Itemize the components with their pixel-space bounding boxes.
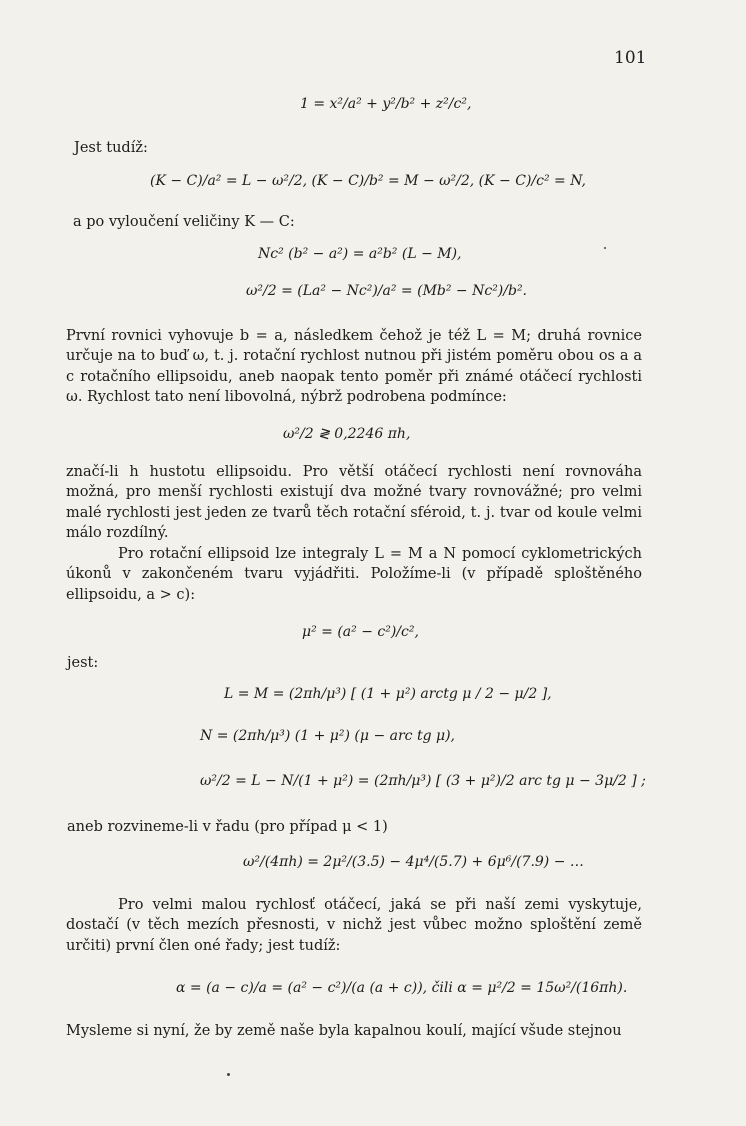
equation-omega-squared: ω²/2 = (La² − Nc²)/a² = (Mb² − Nc²)/b². [246, 283, 528, 299]
equation-series: ω²/(4πh) = 2μ²/(3.5) − 4μ⁴/(5.7) + 6μ⁶/(7.9) − … [243, 854, 584, 870]
page-number: 101 [614, 48, 647, 68]
text-jest-tudiz: Jest tudíž: [74, 140, 148, 156]
equation-alpha: α = (a − c)/a = (a² − c²)/(a (a + c)), čili α = μ²/2 = 15ω²/(16πh). [176, 980, 628, 996]
equation-omega-l-minus-n: ω²/2 = L − N/(1 + μ²) = (2πh/μ³) [ (3 + μ²)/2 arc tg μ − 3μ/2 ] ; [200, 773, 646, 789]
equation-l-equals-m: L = M = (2πh/μ³) [ (1 + μ²) arctg μ / 2 − μ/2 ], [224, 686, 552, 702]
equation-nc2: Nc² (b² − a²) = a²b² (L − M), [258, 246, 462, 262]
print-speck [227, 1073, 230, 1076]
text-rozvineme: aneb rozvineme-li v řadu (pro případ μ < 1) [67, 819, 388, 835]
paragraph-rotacni-ellipsoid: Pro rotační ellipsoid lze integraly L = M a N pomocí cyklometrických úkonů v zakončeném tvaru vyjádřiti. Položíme-li (v případě sploštěného ellipsoidu, a > c): [66, 546, 642, 603]
print-speck [604, 247, 606, 249]
paragraph-prvni-rovnici: První rovnici vyhovuje b = a, následkem čehož je též L = M; druhá rovnice určuje na to buď ω, t. j. rotační rychlost nutnou při jistém poměru obou os a a c rotačního ellipsoidu, aneb naopak tento poměr při známé otáčecí rychlosti ω. Rychlost tato není libovolná, nýbrž podrobena podmínce: [66, 328, 642, 406]
equation-condition: ω²/2 ≷ 0,2246 πh, [283, 426, 411, 442]
equation-mu-squared: μ² = (a² − c²)/c², [302, 624, 419, 640]
equation-k-minus-c: (K − C)/a² = L − ω²/2, (K − C)/b² = M − ω²/2, (K − C)/c² = N, [150, 173, 587, 189]
text-po-vylouceni: a po vyloučení veličiny K — C: [73, 214, 295, 230]
text-jest: jest: [67, 655, 99, 671]
paragraph-hustotu: značí-li h hustotu ellipsoidu. Pro větší otáčecí rychlosti není rovnováha možná, pro menší rychlosti existují dva možné tvary rovnovážné; pro velmi malé rychlosti jest jeden ze tvarů těch rotační sféroid, t. j. tvar od koule velmi málo rozdílný. [66, 464, 642, 542]
paragraph-velmi-malou: Pro velmi malou rychlosť otáčecí, jaká se při naší zemi vyskytuje, dostačí (v těch mezích přesnosti, v nichž jest vůbec možno sploštění země určiti) první člen oné řady; jest tudíž: [66, 897, 642, 954]
paragraph-mysleme: Mysleme si nyní, že by země naše byla kapalnou koulí, mající všude stejnou [66, 1023, 622, 1039]
equation-n: N = (2πh/μ³) (1 + μ²) (μ − arc tg μ), [200, 728, 456, 744]
equation-ellipsoid: 1 = x²/a² + y²/b² + z²/c², [300, 96, 472, 112]
